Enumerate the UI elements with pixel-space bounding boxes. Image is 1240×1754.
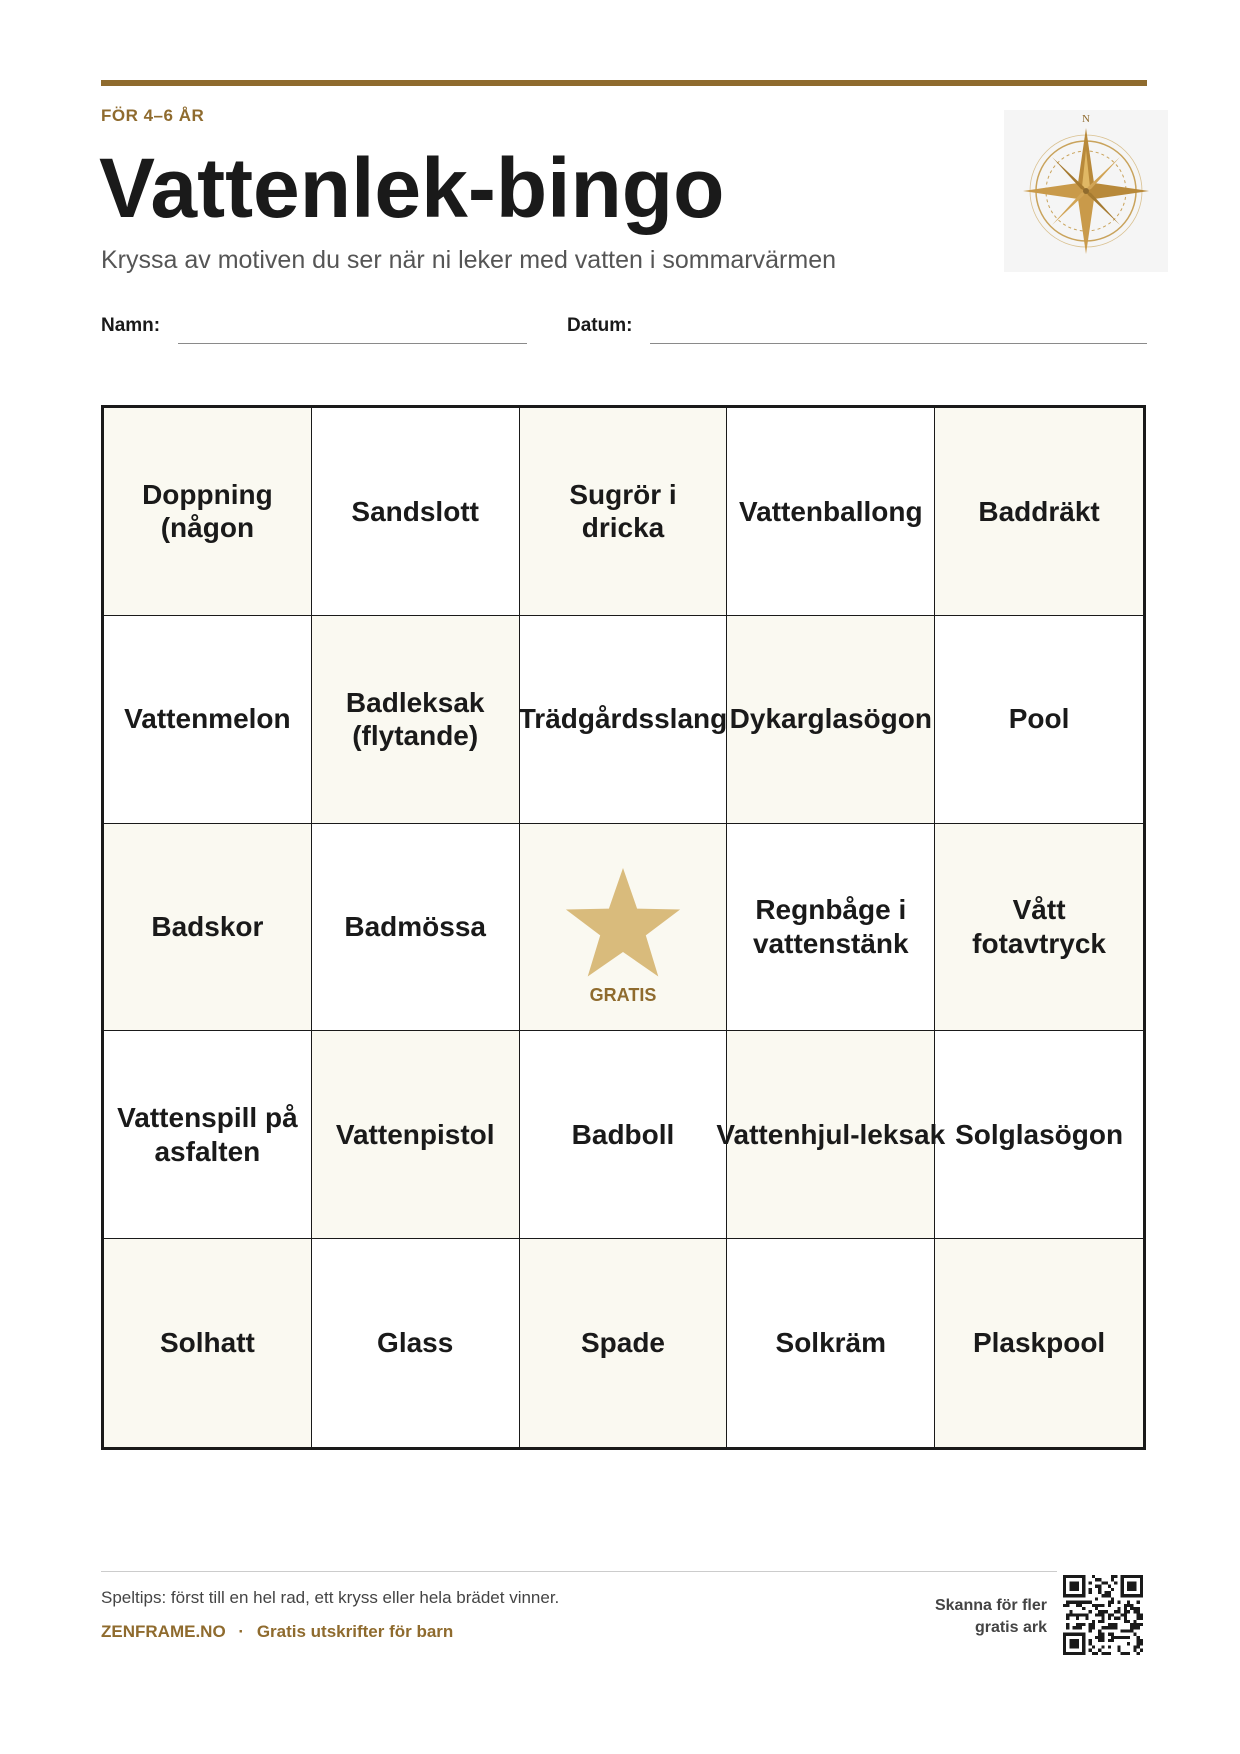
- bingo-board: [101, 405, 1146, 1450]
- bingo-cell-label: Vattenhjul-leksak: [716, 1118, 946, 1150]
- bingo-cell[interactable]: [935, 408, 1143, 616]
- bingo-cell-label: Vattenmelon: [124, 703, 291, 735]
- bingo-cell[interactable]: [520, 616, 728, 824]
- qr-code-icon[interactable]: [1063, 1575, 1143, 1655]
- bingo-cell-label: Solglasögon: [955, 1118, 1124, 1150]
- bingo-cell-label: Badmössa: [344, 911, 486, 943]
- page-title: Vattenlek-bingo: [99, 141, 725, 235]
- footer-divider: [101, 1571, 1057, 1572]
- brand-separator: ·: [238, 1622, 245, 1641]
- star-icon: [561, 864, 685, 982]
- bingo-cell[interactable]: [935, 1239, 1143, 1447]
- free-space-label: GRATIS: [589, 985, 657, 1006]
- bingo-cell-label: Dykarglasögon: [729, 703, 932, 735]
- bingo-cell[interactable]: [312, 408, 520, 616]
- bingo-cell-label: Vått fotavtryck: [972, 894, 1106, 959]
- bingo-cell[interactable]: [104, 1031, 312, 1239]
- bingo-cell[interactable]: [520, 1239, 728, 1447]
- name-field[interactable]: [178, 343, 527, 344]
- bingo-cell[interactable]: [104, 824, 312, 1032]
- bingo-cell[interactable]: [727, 1239, 935, 1447]
- bingo-cell-label: Sandslott: [351, 495, 479, 527]
- bingo-cell[interactable]: [104, 408, 312, 616]
- scan-line-2: gratis ark: [974, 1619, 1047, 1637]
- bingo-cell-label: Sugrör i dricka: [569, 478, 677, 544]
- bingo-cell[interactable]: [312, 616, 520, 824]
- bingo-cell[interactable]: [312, 1031, 520, 1239]
- bingo-cell[interactable]: [935, 616, 1143, 824]
- bingo-cell[interactable]: [104, 1239, 312, 1447]
- bingo-cell-label: Spade: [580, 1327, 665, 1359]
- bingo-cell-label: Badboll: [571, 1118, 675, 1150]
- bingo-cell[interactable]: [312, 1239, 520, 1447]
- bingo-cell-label: Trädgårdsslang: [518, 703, 728, 735]
- bingo-cell-label: Vattenspill på asfalten: [117, 1102, 298, 1167]
- name-label: Namn:: [101, 315, 161, 336]
- top-accent-bar: [101, 80, 1147, 86]
- bingo-cell[interactable]: [716, 1031, 946, 1239]
- bingo-cell-label: Badleksak (flytande): [345, 686, 485, 752]
- bingo-cell-label: Regnbåge i vattenstänk: [752, 894, 909, 959]
- compass-rose-icon: [1004, 110, 1168, 272]
- bingo-cell-label: Badskor: [151, 911, 264, 943]
- bingo-cell[interactable]: [520, 1031, 728, 1239]
- bingo-cell-label: Vattenballong: [739, 495, 923, 527]
- page-subtitle: Kryssa av motiven du ser när ni leker med vatten i sommarvärmen: [101, 246, 836, 274]
- age-label: FÖR 4–6 ÅR: [101, 106, 205, 125]
- scan-line-1: Skanna för fler: [934, 1597, 1047, 1614]
- bingo-cell[interactable]: [727, 408, 935, 616]
- bingo-cell-label: Vattenpistol: [335, 1118, 495, 1150]
- bingo-cell-label: Solkräm: [775, 1327, 887, 1359]
- compass-north-label: N: [1082, 113, 1090, 125]
- bingo-cell-label: Doppning (någon: [142, 478, 273, 544]
- free-space-cell[interactable]: [520, 824, 728, 1032]
- bingo-cell[interactable]: [727, 824, 935, 1032]
- bingo-cell[interactable]: [727, 616, 935, 824]
- date-field[interactable]: [650, 343, 1147, 344]
- bingo-cell[interactable]: [312, 824, 520, 1032]
- footer-brand-line: [101, 1622, 453, 1642]
- bingo-cell-label: Glass: [377, 1327, 454, 1359]
- game-tip: Speltips: först till en hel rad, ett kryss eller hela brädet vinner.: [101, 1588, 560, 1607]
- bingo-cell[interactable]: [935, 824, 1143, 1032]
- bingo-cell[interactable]: [935, 1031, 1143, 1239]
- brand-name[interactable]: ZENFRAME.NO: [101, 1622, 226, 1641]
- bingo-cell-label: Baddräkt: [978, 495, 1100, 527]
- bingo-cell-label: Solhatt: [159, 1327, 255, 1359]
- bingo-cell[interactable]: [520, 408, 728, 616]
- bingo-cell-label: Plaskpool: [972, 1327, 1106, 1359]
- scan-caption: [935, 1595, 1047, 1640]
- bingo-cell-label: Pool: [1008, 703, 1070, 735]
- brand-tagline: Gratis utskrifter för barn: [256, 1622, 454, 1641]
- bingo-cell[interactable]: [104, 616, 312, 824]
- date-label: Datum:: [567, 315, 633, 336]
